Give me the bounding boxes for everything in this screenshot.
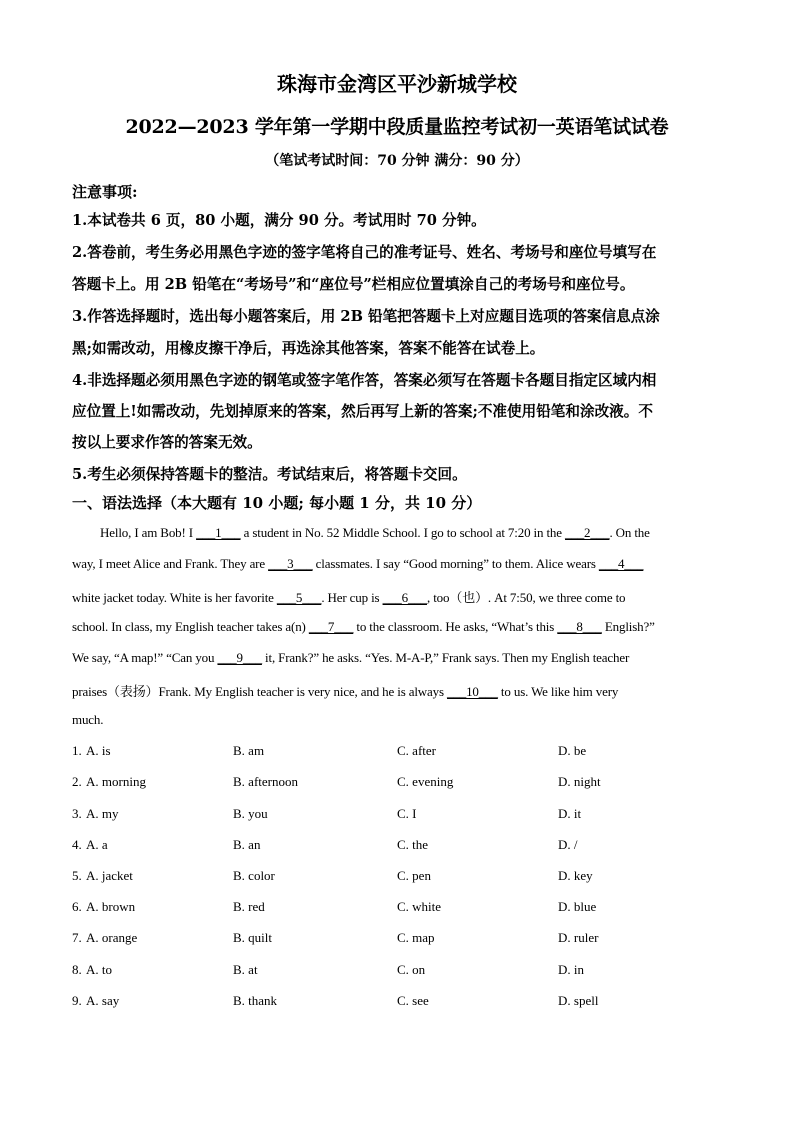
option-b: B. an: [233, 837, 261, 852]
note-line: 应位置上!如需改动，先划掉原来的答案，然后再写上新的答案;不准使用铅笔和涂改液。不: [72, 403, 653, 420]
question-row: [72, 806, 722, 824]
exam-title: 2022—2023 学年第一学期中段质量监控考试初一英语笔试试卷: [125, 116, 669, 138]
passage-text: classmates. I say “Good morning” to them. Alice wears: [312, 556, 599, 571]
question-number: 3.: [72, 806, 82, 821]
passage-line: [72, 556, 722, 572]
option-c: C. see: [397, 993, 429, 1008]
section-heading: 一、语法选择（本大题有 10 小题; 每小题 1 分，共 10 分）: [72, 494, 482, 512]
passage-text: a student in No. 52 Middle School. I go to school at 7:20 in the: [240, 525, 565, 540]
answer-blank: ___8___: [557, 619, 602, 634]
question-row: [72, 774, 722, 792]
passage-text: . Her cup is: [321, 590, 383, 605]
exam-info: （笔试考试时间：70 分钟 满分：90 分）: [265, 153, 529, 169]
option-d: D. be: [558, 743, 587, 758]
option-b: B. color: [233, 868, 275, 883]
answer-blank: ___3___: [268, 556, 313, 571]
passage-text: praises（表扬）Frank. My English teacher is very nice, and he is always: [72, 684, 448, 699]
note-line: 5.考生必须保持答题卡的整洁。考试结束后，将答题卡交回。: [72, 466, 467, 483]
passage-line: [100, 525, 722, 541]
passage-text: white jacket today. White is her favorite: [72, 590, 277, 605]
passage-text: way, I meet Alice and Frank. They are: [72, 556, 269, 571]
option-b: B. thank: [233, 993, 278, 1008]
option-b: B. red: [233, 899, 265, 914]
option-a: A. jacket: [86, 868, 133, 883]
passage-text: We say, “A map!” “Can you: [72, 650, 218, 665]
question-row: [72, 868, 722, 886]
notes-heading: 注意事项:: [72, 183, 138, 201]
option-d: D. in: [558, 962, 584, 977]
question-number: 2.: [72, 774, 82, 789]
option-a: A. brown: [86, 899, 136, 914]
passage-line: [72, 587, 722, 606]
question-number: 4.: [72, 837, 82, 852]
question-number: 6.: [72, 899, 82, 914]
option-a: A. morning: [86, 774, 146, 789]
option-b: B. quilt: [233, 930, 273, 945]
passage-line: [72, 650, 722, 666]
passage-line: [72, 619, 722, 635]
question-number: 9.: [72, 993, 82, 1008]
option-c: C. I: [397, 806, 417, 821]
option-c: C. the: [397, 837, 429, 852]
note-line: 4.非选择题必须用黑色字迹的钢笔或签字笔作答，答案必须写在答题卡各题目指定区域内相: [72, 372, 657, 389]
option-d: D. night: [558, 774, 601, 789]
option-c: C. after: [397, 743, 436, 758]
option-b: B. at: [233, 962, 258, 977]
answer-blank: ___5___: [276, 590, 322, 605]
option-a: A. orange: [86, 930, 138, 945]
note-line: 3.作答选择题时，选出每小题答案后，用 2B 铅笔把答题卡上对应题目选项的答案信息点涂: [72, 308, 660, 325]
passage-text: English?”: [601, 619, 655, 634]
note-line: 答题卡上。用 2B 铅笔在“考场号”和“座位号”栏相应位置填涂自己的考场号和座位号。: [72, 276, 635, 293]
passage-text: school. In class, my English teacher takes a(n): [72, 619, 309, 634]
option-d: D. it: [558, 806, 582, 821]
option-b: B. you: [233, 806, 268, 821]
option-b: B. afternoon: [233, 774, 298, 789]
question-row: [72, 930, 722, 948]
passage-line: [72, 712, 722, 728]
option-a: A. a: [86, 837, 108, 852]
option-d: D. ruler: [558, 930, 599, 945]
note-line: 按以上要求作答的答案无效。: [72, 434, 262, 451]
option-c: C. map: [397, 930, 435, 945]
question-row: [72, 899, 722, 917]
question-number: 5.: [72, 868, 82, 883]
passage-text: , too（也）. At 7:50, we three come to: [427, 590, 626, 605]
question-row: [72, 962, 722, 980]
option-c: C. pen: [397, 868, 431, 883]
option-d: D. blue: [558, 899, 597, 914]
answer-blank: ___1___: [196, 525, 241, 540]
passage-line: [72, 681, 722, 700]
answer-blank: ___7___: [308, 619, 354, 634]
passage-text: it, Frank?” he asks. “Yes. M-A-P,” Frank says. Then my English teacher: [261, 650, 630, 665]
option-d: D. spell: [558, 993, 599, 1008]
passage-text: Hello, I am Bob! I: [100, 525, 197, 540]
question-number: 8.: [72, 962, 82, 977]
option-c: C. on: [397, 962, 426, 977]
answer-blank: ___2___: [565, 525, 610, 540]
note-line: 黑;如需改动，用橡皮擦干净后，再选涂其他答案，答案不能答在试卷上。: [72, 340, 545, 357]
answer-blank: ___6___: [382, 590, 428, 605]
question-number: 7.: [72, 930, 82, 945]
school-name: 珠海市金湾区平沙新城学校: [277, 72, 517, 96]
option-a: A. say: [86, 993, 120, 1008]
option-c: C. evening: [397, 774, 454, 789]
question-number: 1.: [72, 743, 82, 758]
note-line: 1.本试卷共 6 页，80 小题，满分 90 分。考试用时 70 分钟。: [72, 212, 486, 229]
answer-blank: ___10___: [447, 684, 498, 699]
option-a: A. to: [86, 962, 112, 977]
question-row: [72, 993, 722, 1011]
answer-blank: ___4___: [598, 556, 644, 571]
passage-text: much.: [72, 712, 104, 727]
option-c: C. white: [397, 899, 442, 914]
option-d: D. /: [558, 837, 578, 852]
note-line: 2.答卷前，考生务必用黑色字迹的签字笔将自己的准考证号、姓名、考场号和座位号填写在: [72, 244, 657, 261]
passage-text: to us. We like him very: [497, 684, 619, 699]
passage-text: to the classroom. He asks, “What’s this: [353, 619, 558, 634]
question-row: [72, 743, 722, 761]
option-d: D. key: [558, 868, 593, 883]
answer-blank: ___9___: [217, 650, 262, 665]
option-a: A. my: [86, 806, 119, 821]
option-b: B. am: [233, 743, 265, 758]
question-row: [72, 837, 722, 855]
passage-text: . On the: [609, 525, 650, 540]
option-a: A. is: [86, 743, 111, 758]
